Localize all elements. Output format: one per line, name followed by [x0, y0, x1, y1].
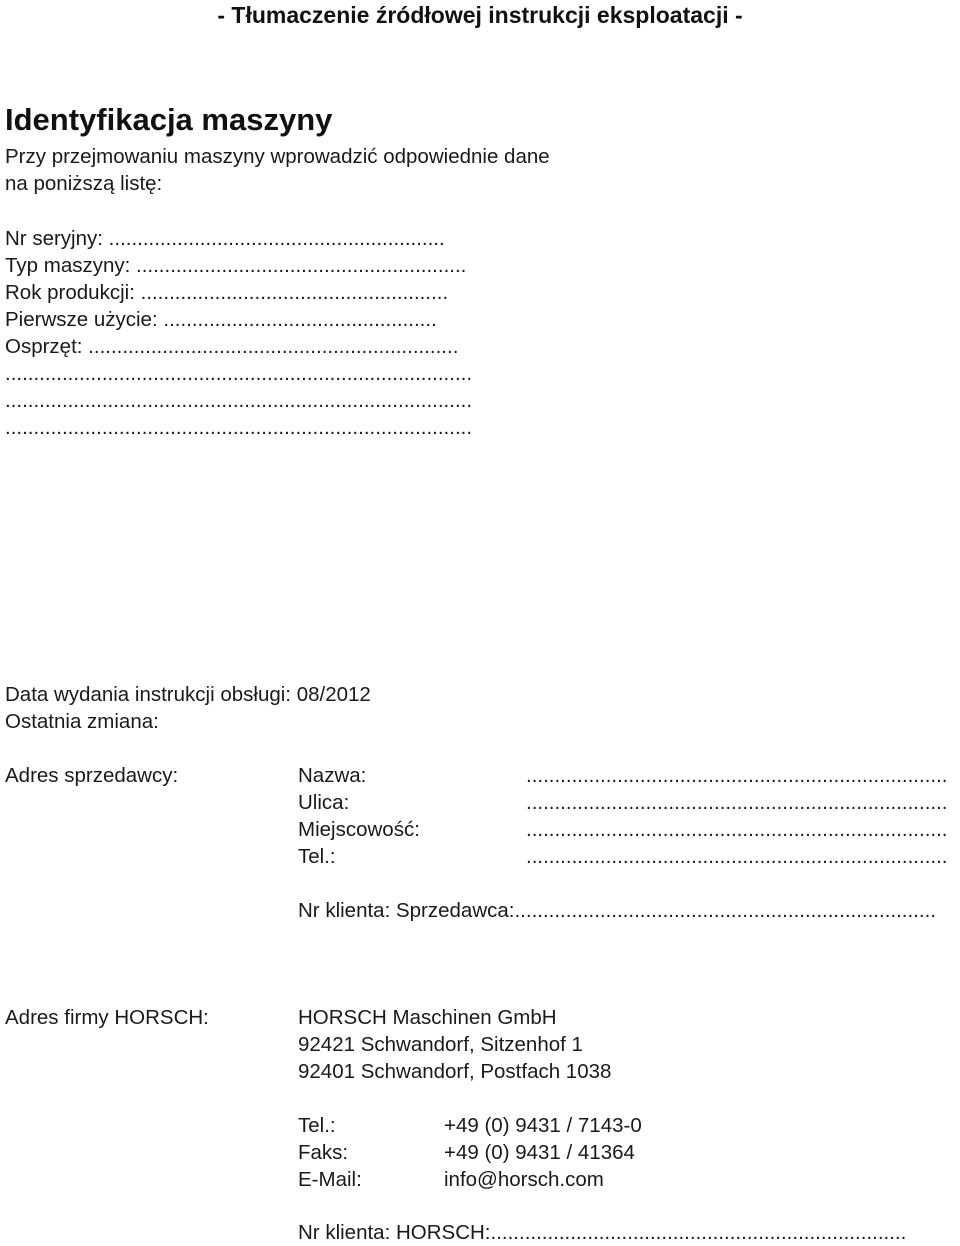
fill-in-dots: ................................................: [163, 308, 437, 331]
last-change: Ostatnia zmiana:: [5, 710, 159, 733]
dealer-street-dots: ..........................................................................: [526, 791, 948, 814]
field-label: Osprzęt:: [5, 335, 83, 358]
horsch-address-line-1: 92421 Schwandorf, Sitzenhof 1: [298, 1033, 583, 1056]
issue-date: Data wydania instrukcji obsługi: 08/2012: [5, 683, 371, 706]
field-label: Pierwsze użycie:: [5, 308, 158, 331]
document-header: - Tłumaczenie źródłowej instrukcji eksploatacji -: [217, 2, 743, 28]
horsch-address-line-2: 92401 Schwandorf, Postfach 1038: [298, 1060, 612, 1083]
dealer-city-dots: ..........................................................................: [526, 818, 948, 841]
dealer-street-label: Ulica:: [298, 791, 350, 814]
fill-in-dots: ..........................................................: [136, 254, 467, 277]
intro-text-line-1: Przy przejmowaniu maszyny wprowadzić odpowiednie dane: [5, 145, 550, 168]
dealer-name-label: Nazwa:: [298, 764, 367, 787]
fill-in-dots: ......................................................: [140, 281, 449, 304]
equipment-extra-line-2: ..................................................................................: [5, 389, 473, 412]
fill-in-dots: ...........................................................: [108, 227, 445, 250]
horsch-phone-value: +49 (0) 9431 / 7143-0: [444, 1114, 642, 1137]
horsch-fax-value: +49 (0) 9431 / 41364: [444, 1141, 635, 1164]
equipment-extra-line-1: ..................................................................................: [5, 362, 473, 385]
field-label: Rok produkcji:: [5, 281, 135, 304]
field-machine-type: [5, 254, 466, 278]
dealer-address-label: Adres sprzedawcy:: [5, 764, 179, 787]
horsch-phone-label: Tel.:: [298, 1114, 336, 1137]
dealer-city-label: Miejscowość:: [298, 818, 420, 841]
field-label: Nr klienta: HORSCH:: [298, 1221, 491, 1244]
section-title-identification: Identyfikacja maszyny: [5, 102, 333, 137]
horsch-company-name: HORSCH Maschinen GmbH: [298, 1006, 557, 1029]
horsch-fax-label: Faks:: [298, 1141, 349, 1164]
dealer-phone-dots: ..........................................................................: [526, 845, 948, 868]
horsch-email-label: E-Mail:: [298, 1168, 362, 1191]
horsch-address-label: Adres firmy HORSCH:: [5, 1006, 209, 1029]
field-label: Nr klienta: Sprzedawca:: [298, 899, 515, 922]
fill-in-dots: ..........................................................................: [514, 899, 936, 922]
field-production-year: [5, 281, 448, 305]
horsch-email-value: info@horsch.com: [444, 1168, 604, 1191]
field-label: Nr seryjny:: [5, 227, 103, 250]
field-equipment: [5, 335, 458, 359]
field-serial-number: [5, 227, 445, 251]
field-label: Typ maszyny:: [5, 254, 131, 277]
dealer-name-dots: ..........................................................................: [526, 764, 948, 787]
dealer-customer-number: [298, 899, 936, 923]
fill-in-dots: .........................................................................: [490, 1221, 907, 1244]
intro-text-line-2: na poniższą listę:: [5, 172, 163, 195]
field-first-use: [5, 308, 437, 332]
horsch-customer-number: [298, 1221, 906, 1245]
fill-in-dots: .................................................................: [88, 335, 459, 358]
equipment-extra-line-3: ..................................................................................: [5, 416, 473, 439]
dealer-phone-label: Tel.:: [298, 845, 336, 868]
